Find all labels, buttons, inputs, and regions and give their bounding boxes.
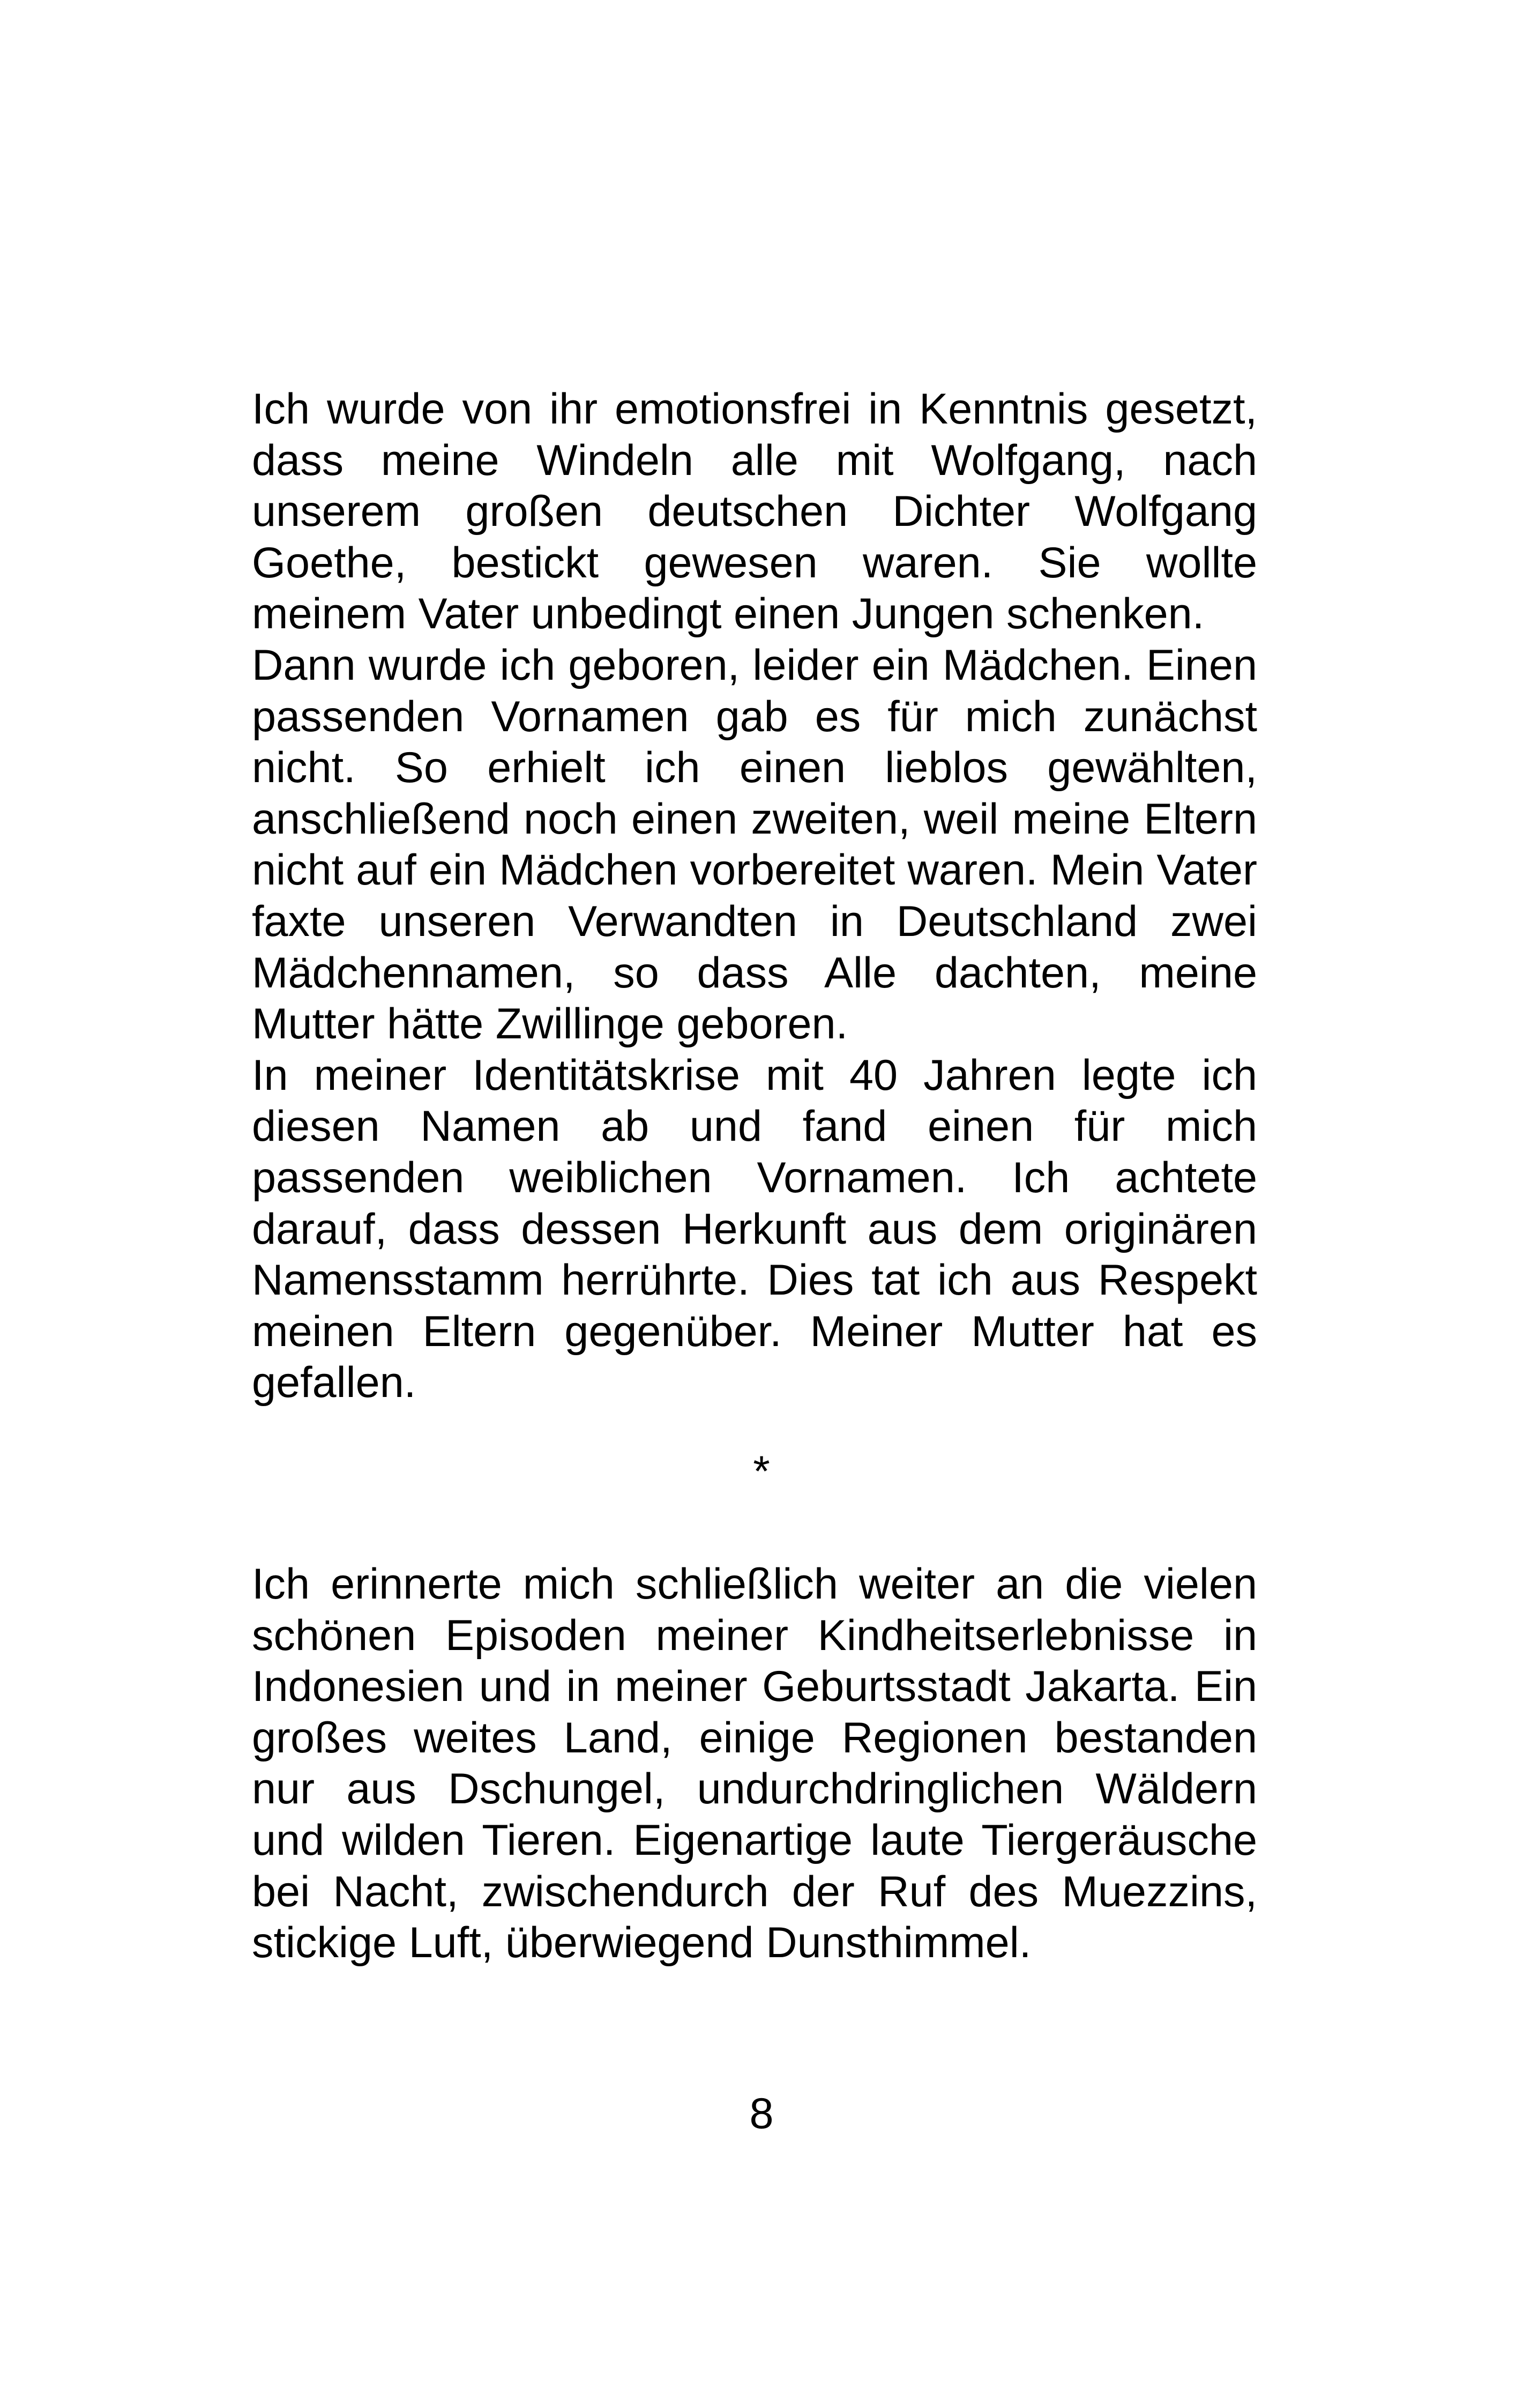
text-section-2 <box>252 1559 1257 1969</box>
paragraph: In meiner Identitätskrise mit 40 Jahren legte ich diesen Namen ab und fand einen für mich passenden weiblichen Vornamen. Ich achtete darauf, dass dessen Herkunft aus dem originären Namensstamm herrührte. Dies tat ich aus Respekt meinen Eltern gegenüber. Meiner Mutter hat es gefallen. <box>252 1051 1257 1407</box>
paragraph: Ich wurde von ihr emotionsfrei in Kenntnis gesetzt, dass meine Windeln alle mit Wolfgang, nach unserem großen deutschen Dichter Wolfgang Goethe, bestickt gewesen waren. Sie wollte meinem Vater unbedingt einen Jungen schenken. <box>252 385 1257 638</box>
text-section-1 <box>252 384 1257 1409</box>
paragraph: Dann wurde ich geboren, leider ein Mädchen. Einen passenden Vornamen gab es für mich zunächst nicht. So erhielt ich einen lieblos gewählten, anschließend noch einen zweiten, weil meine Eltern nicht auf ein Mädchen vorbereitet waren. Mein Vater faxte unseren Verwandten in Deutschland zwei Mädchennamen, so dass Alle dachten, meine Mutter hätte Zwillinge geboren. <box>252 641 1257 1049</box>
page-number: 8 <box>749 2090 774 2138</box>
paragraph: Ich erinnerte mich schließlich weiter an die vielen schönen Episoden meiner Kindheitserlebnisse in Indonesien und in meiner Geburtsstadt Jakarta. Ein großes weites Land, einige Regionen bestanden nur aus Dschungel, undurchdringlichen Wäldern und wilden Tieren. Eigenartige laute Tiergeräusche bei Nacht, zwischendurch der Ruf des Muezzins, stickige Luft, überwiegend Dunsthimmel. <box>252 1560 1257 1967</box>
section-separator: * <box>753 1447 770 1496</box>
